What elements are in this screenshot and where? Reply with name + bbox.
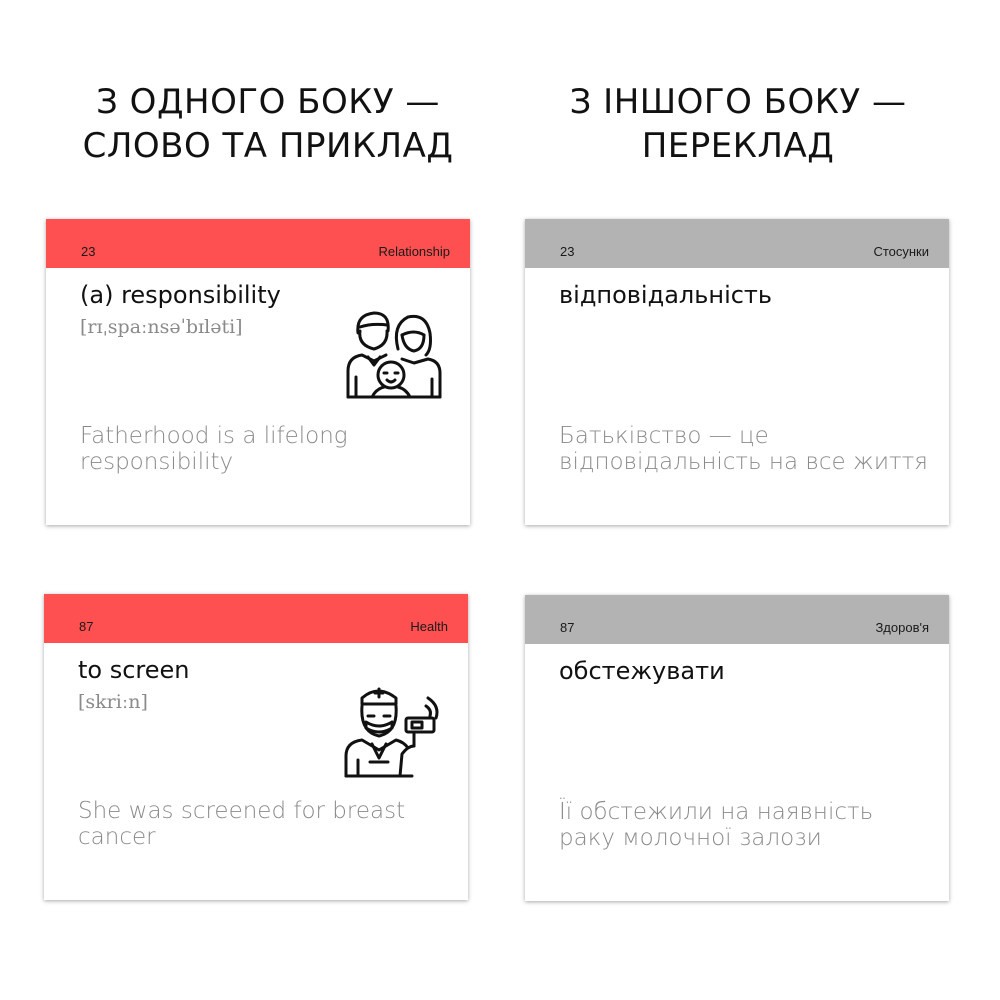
flashcard-front-to-screen[interactable] <box>44 594 468 900</box>
front-side-heading <box>38 80 498 168</box>
card-number: 87 <box>79 619 94 634</box>
card-example: She was screened for breast cancer <box>78 798 406 850</box>
family-icon <box>344 305 444 405</box>
flashcard-front-responsibility[interactable] <box>46 219 470 525</box>
card-category: Здоров'я <box>875 620 929 635</box>
card-example-translation: Батьківство — це відповідальність на все життя <box>559 423 928 475</box>
card-translation: обстежувати <box>559 657 725 685</box>
front-side-heading-line-1: З ОДНОГО БОКУ — <box>96 82 440 122</box>
card-header <box>46 219 470 268</box>
card-header <box>525 219 949 268</box>
card-number: 23 <box>560 244 575 259</box>
flashcard-back-to-screen[interactable] <box>525 595 949 901</box>
card-header <box>525 595 949 644</box>
front-side-heading-line-2: СЛОВО ТА ПРИКЛАД <box>82 126 454 166</box>
card-number: 23 <box>81 244 96 259</box>
card-translation: відповідальність <box>559 281 773 309</box>
card-transcription: [rɪˌspaːnsəˈbɪləti] <box>80 316 243 338</box>
card-category: Relationship <box>378 244 450 259</box>
card-example: Fatherhood is a lifelong responsibility <box>80 423 348 475</box>
back-side-heading-line-1: З ІНШОГО БОКУ — <box>569 82 907 122</box>
nurse-icon <box>342 680 442 780</box>
card-example-translation: Її обстежили на наявність раку молочної залози <box>559 799 874 851</box>
card-transcription: [skriːn] <box>78 691 148 713</box>
flashcard-back-responsibility[interactable] <box>525 219 949 525</box>
back-side-heading <box>508 80 968 168</box>
card-category: Health <box>410 619 448 634</box>
card-category: Стосунки <box>873 244 929 259</box>
card-word: to screen <box>78 656 190 684</box>
card-word: (a) responsibility <box>80 281 281 309</box>
back-side-heading-line-2: ПЕРЕКЛАД <box>641 126 835 166</box>
card-number: 87 <box>560 620 575 635</box>
card-header <box>44 594 468 643</box>
